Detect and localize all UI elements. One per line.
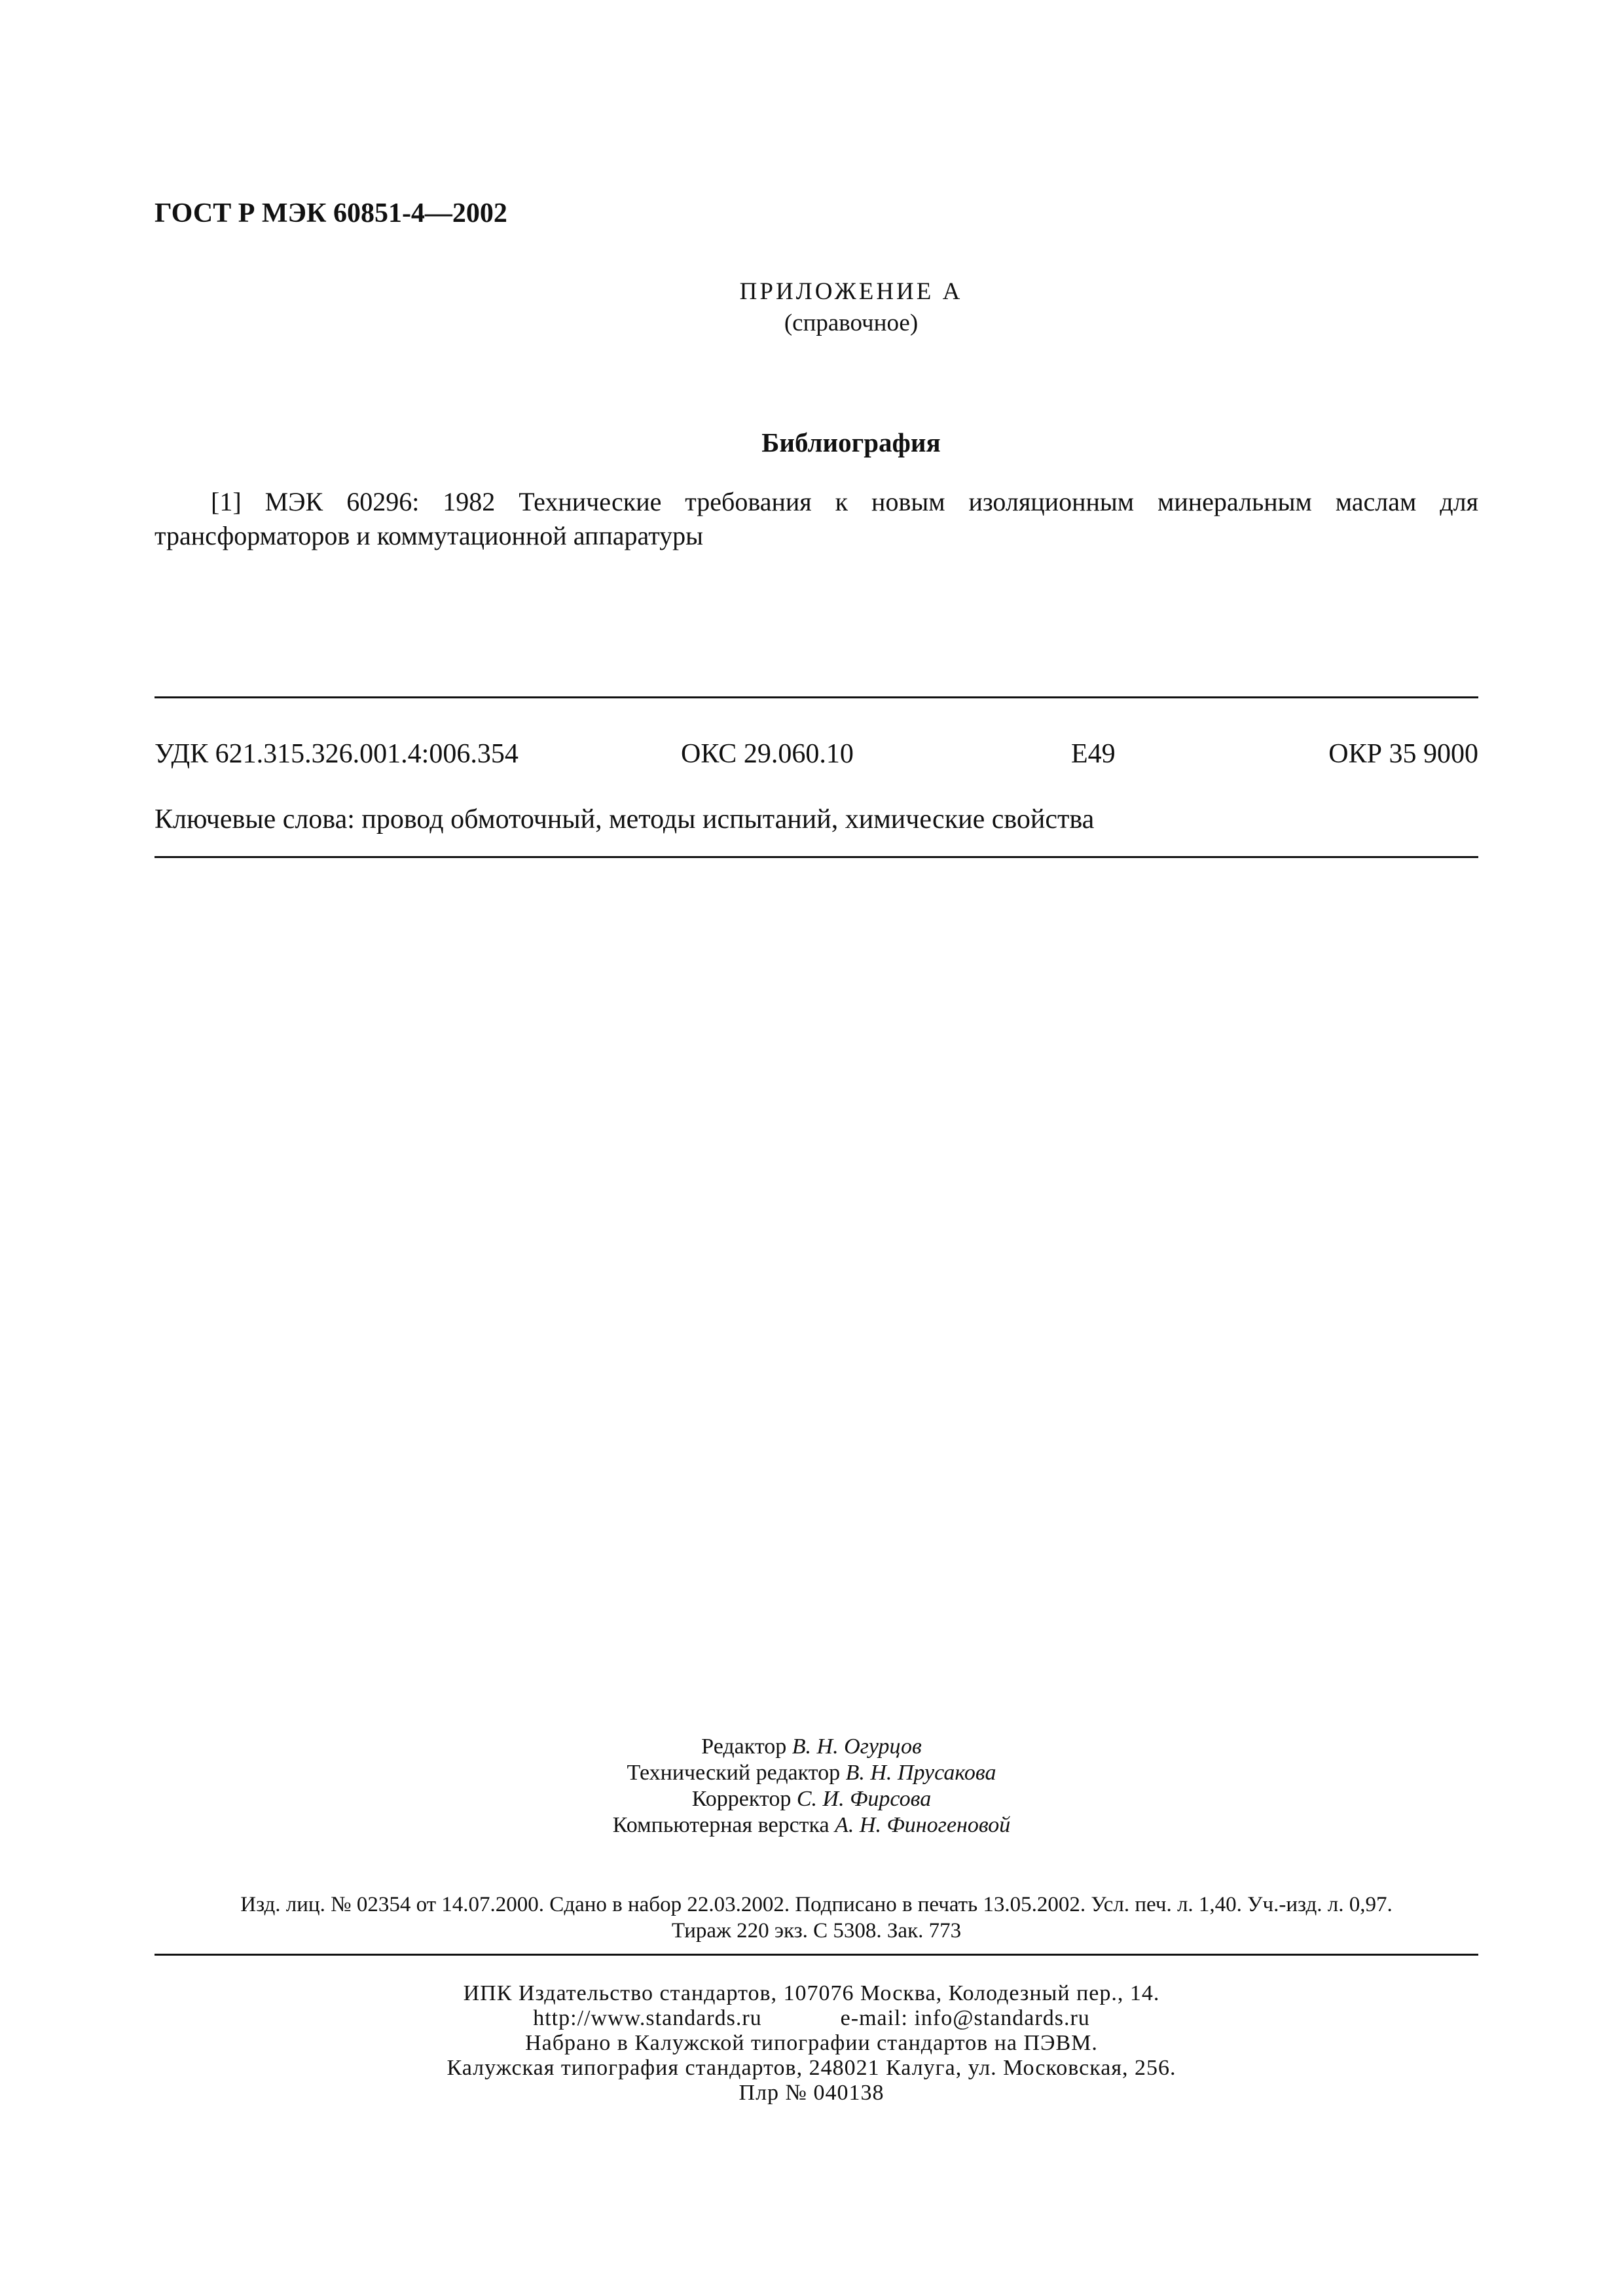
publisher-line-3: Набрано в Калужской типографии стандартов на ПЭВМ. <box>525 2031 1098 2055</box>
credit-role: Компьютерная верстка <box>612 1813 830 1837</box>
credit-role: Редактор <box>701 1734 787 1759</box>
publisher-line-5: Плр № 040138 <box>739 2081 884 2105</box>
bibliography-entry: [1] МЭК 60296: 1982 Технические требования к новым изоляционным минеральным маслам для трансформаторов и коммутационной аппаратуры <box>155 487 1478 550</box>
credit-role: Корректор <box>691 1787 792 1811</box>
credit-line-proofreader <box>0 1786 1623 1812</box>
credit-name: В. Н. Прусакова <box>845 1761 996 1785</box>
publisher-line-1: ИПК Издательство стандартов, 107076 Москва, Колодезный пер., 14. <box>463 1981 1160 2005</box>
bibliography-heading: Библиография <box>761 427 941 457</box>
credit-name: В. Н. Огурцов <box>792 1734 922 1759</box>
credits-block <box>0 1734 1623 1839</box>
appendix-title: ПРИЛОЖЕНИЕ А <box>739 278 963 305</box>
credit-role: Технический редактор <box>627 1761 841 1785</box>
top-divider <box>155 696 1478 698</box>
publication-info <box>155 1892 1478 1944</box>
appendix-subtitle: (справочное) <box>784 310 919 336</box>
publication-line-1: Изд. лиц. № 02354 от 14.07.2000. Сдано в набор 22.03.2002. Подписано в печать 13.05.2002. Усл. печ. л. 1,40. Уч.-изд. л. 0,97. <box>240 1893 1393 1916</box>
credit-line-layout <box>0 1812 1623 1839</box>
oks-code: ОКС 29.060.10 <box>681 739 854 769</box>
publisher-divider <box>155 1954 1478 1956</box>
credit-name: С. И. Фирсова <box>796 1787 932 1811</box>
keywords: Ключевые слова: провод обмоточный, методы испытаний, химические свойства <box>155 804 1095 834</box>
publisher-line-4: Калужская типография стандартов, 248021 Калуга, ул. Московская, 256. <box>447 2056 1176 2080</box>
category-code: Е49 <box>1071 739 1116 769</box>
document-code: ГОСТ Р МЭК 60851-4—2002 <box>155 198 507 228</box>
credit-line-editor <box>0 1734 1623 1760</box>
bottom-divider <box>155 856 1478 858</box>
publication-line-2: Тираж 220 экз. С 5308. Зак. 773 <box>671 1919 962 1943</box>
credit-line-tech-editor <box>0 1760 1623 1786</box>
publisher-email: e-mail: info@standards.ru <box>840 2006 1090 2030</box>
publisher-contacts <box>0 2006 1623 2031</box>
credit-name: А. Н. Финогеновой <box>835 1813 1011 1837</box>
publisher-website: http://www.standards.ru <box>533 2006 762 2030</box>
udk-code: УДК 621.315.326.001.4:006.354 <box>155 739 519 769</box>
okp-code: ОКР 35 9000 <box>1328 739 1478 769</box>
publisher-block <box>0 1981 1623 2106</box>
